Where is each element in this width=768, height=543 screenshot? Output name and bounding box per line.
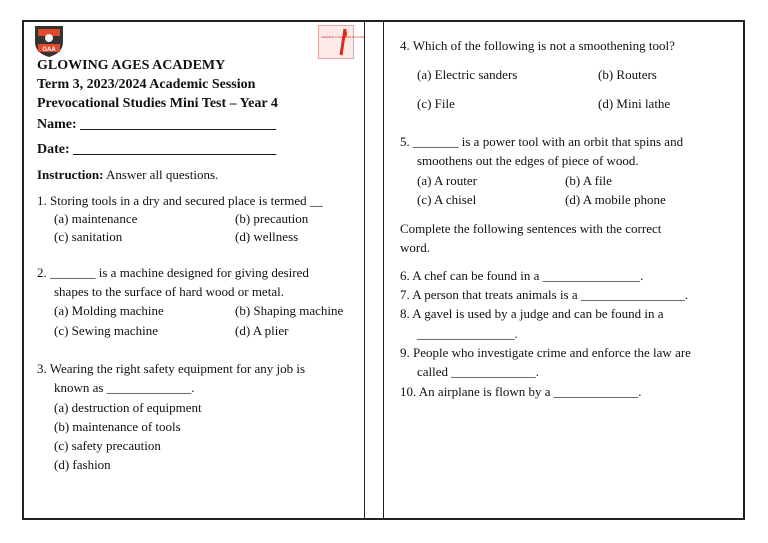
question-4-option-b: (b) Routers	[598, 67, 657, 82]
question-5-option-b: (b) A file	[565, 173, 612, 188]
right-logo-text: LEADING & SHAPING FUTURE	[321, 35, 365, 39]
question-8-line1: 8. A gavel is used by a judge and can be found in a	[400, 306, 664, 321]
question-4-option-c: (c) File	[417, 96, 455, 111]
column-divider-right	[383, 20, 384, 520]
question-3-stem-line2: known as _____________.	[54, 380, 195, 395]
right-logo	[318, 25, 365, 59]
question-2-option-b: (b) Shaping machine	[235, 303, 344, 318]
instruction-label: Instruction:	[37, 167, 104, 182]
question-2-option-d: (d) A plier	[235, 323, 289, 338]
section-2-instruction-line2: word.	[400, 240, 430, 255]
question-7: 7. A person that treats animals is a ________________.	[400, 287, 689, 302]
question-5-stem-line1: 5. _______ is a power tool with an orbit that spins and	[400, 134, 684, 149]
question-5-option-c: (c) A chisel	[417, 192, 477, 207]
school-crest-logo	[32, 24, 66, 58]
question-2-stem-line2: shapes to the surface of hard wood or metal.	[54, 284, 284, 299]
torch-logo-icon	[319, 26, 365, 58]
test-title: Prevocational Studies Mini Test – Year 4	[37, 96, 278, 111]
question-3-option-d: (d) fashion	[54, 457, 111, 472]
instruction-text: Answer all questions.	[103, 167, 219, 182]
question-2-option-c: (c) Sewing machine	[54, 323, 158, 338]
term-line: Term 3, 2023/2024 Academic Session	[37, 77, 256, 92]
question-4-option-d: (d) Mini lathe	[598, 96, 671, 111]
name-field: Name: ____________________________	[37, 117, 277, 132]
question-2-option-a: (a) Molding machine	[54, 303, 164, 318]
question-9-line1: 9. People who investigate crime and enforce the law are	[400, 345, 691, 360]
question-4-option-a: (a) Electric sanders	[417, 67, 518, 82]
question-3-option-c: (c) safety precaution	[54, 438, 161, 453]
question-1-option-d: (d) wellness	[235, 229, 299, 244]
question-3-option-b: (b) maintenance of tools	[54, 419, 181, 434]
section-2-instruction-line1: Complete the following sentences with the correct	[400, 221, 662, 236]
question-10: 10. An airplane is flown by a _____________.	[400, 384, 642, 399]
question-6: 6. A chef can be found in a _______________.	[400, 268, 644, 283]
question-3-stem-line1: 3. Wearing the right safety equipment for any job is	[37, 361, 306, 376]
question-1-option-c: (c) sanitation	[54, 229, 123, 244]
question-8-line2: _______________.	[417, 326, 518, 341]
question-1-option-a: (a) maintenance	[54, 211, 138, 226]
question-5-stem-line2: smoothens out the edges of piece of wood.	[417, 153, 639, 168]
date-field: Date: _____________________________	[37, 142, 277, 157]
instruction	[37, 167, 218, 183]
question-5-option-a: (a) A router	[417, 173, 477, 188]
question-5-option-d: (d) A mobile phone	[565, 192, 666, 207]
crest-badge-text: GAA	[42, 47, 56, 53]
question-2-stem-line1: 2. _______ is a machine designed for giving desired	[37, 265, 309, 280]
question-9-line2: called _____________.	[417, 364, 540, 379]
question-1-option-b: (b) precaution	[235, 211, 309, 226]
question-4-stem: 4. Which of the following is not a smoothening tool?	[400, 38, 675, 53]
school-name: GLOWING AGES ACADEMY	[37, 58, 226, 73]
question-3-option-a: (a) destruction of equipment	[54, 400, 202, 415]
column-divider-left	[364, 20, 365, 520]
question-1-stem: 1. Storing tools in a dry and secured place is termed __	[37, 193, 323, 208]
